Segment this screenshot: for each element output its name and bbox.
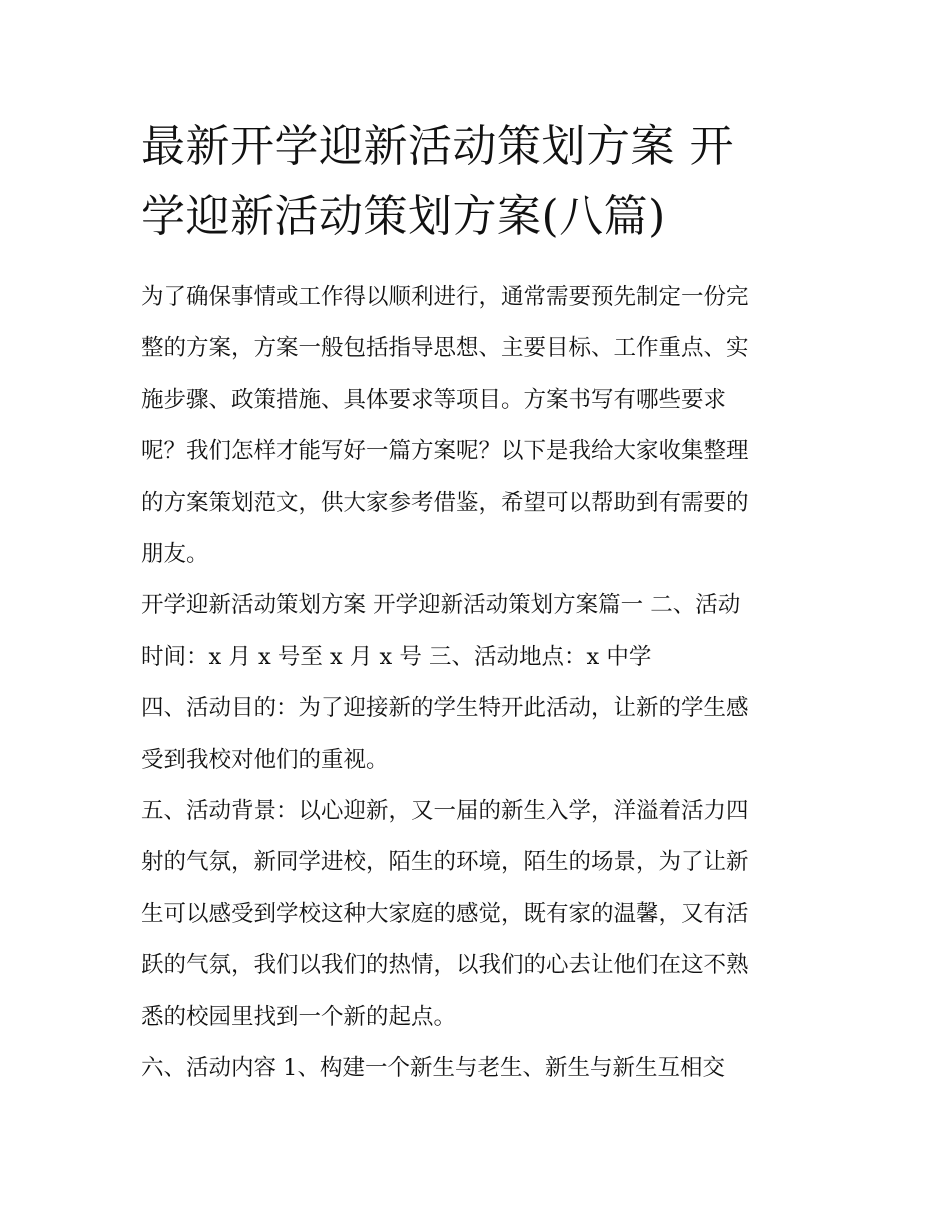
- paragraph-line: 射的气氛，新同学进校，陌生的环境，陌生的场景，为了让新: [141, 849, 749, 876]
- paragraph-line: 受到我校对他们的重视。: [141, 746, 389, 773]
- paragraph-line: 呢？我们怎样才能写好一篇方案呢？以下是我给大家收集整理: [141, 438, 749, 465]
- paragraph-line: 朋友。: [141, 541, 209, 568]
- paragraph-activity-background: [141, 786, 813, 1043]
- paragraph-line: 的方案策划范文，供大家参考借鉴，希望可以帮助到有需要的: [141, 489, 749, 516]
- paragraph-line: 生可以感受到学校这种大家庭的感觉，既有家的温馨，又有活: [141, 900, 749, 927]
- document-title: [141, 112, 813, 252]
- paragraph-activity-content: [141, 1043, 813, 1094]
- paragraph-activity-purpose: [141, 683, 813, 786]
- paragraph-line: 整的方案，方案一般包括指导思想、主要目标、工作重点、实: [141, 335, 749, 362]
- title-line-1: 最新开学迎新活动策划方案 开: [141, 121, 734, 172]
- paragraph-section-one: [141, 580, 813, 683]
- document-body: [141, 272, 813, 1095]
- document-content: [141, 112, 813, 1095]
- paragraph-line: 跃的气氛，我们以我们的热情，以我们的心去让他们在这不熟: [141, 952, 749, 979]
- paragraph-line: 施步骤、政策措施、具体要求等项目。方案书写有哪些要求: [141, 386, 727, 413]
- paragraph-line: 六、活动内容 1、构建一个新生与老生、新生与新生互相交: [141, 1055, 725, 1082]
- paragraph-intro: [141, 272, 813, 580]
- paragraph-line: 四、活动目的：为了迎接新的学生特开此活动，让新的学生感: [141, 695, 749, 722]
- paragraph-line: 开学迎新活动策划方案 开学迎新活动策划方案篇一 二、活动: [141, 592, 741, 619]
- paragraph-line: 为了确保事情或工作得以顺利进行，通常需要预先制定一份完: [141, 284, 749, 310]
- paragraph-line: 悉的校园里找到一个新的起点。: [141, 1003, 457, 1030]
- title-line-2: 学迎新活动策划方案(八篇): [141, 191, 666, 242]
- paragraph-line: 时间：x 月 x 号至 x 月 x 号 三、活动地点：x 中学: [141, 643, 652, 670]
- paragraph-line: 五、活动背景：以心迎新，又一届的新生入学，洋溢着活力四: [141, 798, 749, 825]
